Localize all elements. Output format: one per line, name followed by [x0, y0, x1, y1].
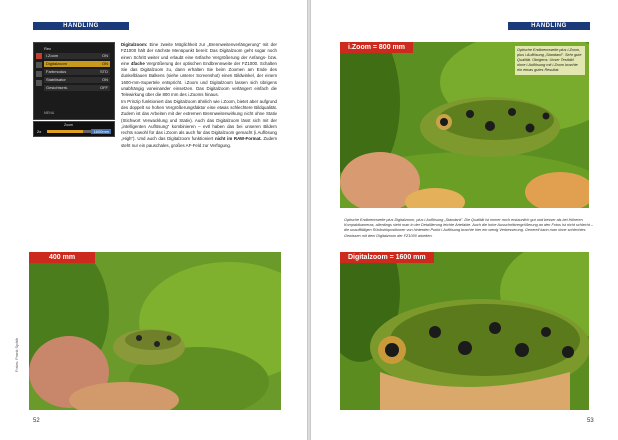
photo-tag-800mm: i.Zoom = 800 mm	[340, 42, 413, 53]
camera-menu-item: Digitalzoom ON	[46, 61, 108, 66]
body-text-4: Zudem steht nur ein pauschales, großes AF-Feld zur Verfügung.	[121, 136, 277, 148]
zoom-bar-label: Zoom	[64, 123, 73, 127]
body-text-3: Im Prinzip funktioniert das Digitalzoom ähnlich wie i.Zoom, bietet aber aufgrund des doppelt so hohen Vergrößerungsfaktor eine etwas schlechtere Bildqualität. Zudem ist das Arbeiten mit der extremen Brennweitenwirkung nicht ohne Stativ (Stichwort Verwacklung und Stativ). Auch das Digitalzoom lässt sich mit der „intelligenten Auflösung" kombinieren – evtl haben das bei unseren Bildern rechts sowohl für das i.Zoom als auch für das Digitalzoom gemacht (i.Auflösung „High"). Und auch das Digitalzoom funktioniert	[121, 98, 277, 142]
playback-icon	[36, 80, 42, 86]
frog-photo-400mm	[29, 252, 281, 410]
right-page	[311, 0, 618, 440]
zoom-bar-high: 1600mm	[93, 129, 109, 134]
body-lead-2: 4fache	[130, 60, 145, 66]
wrench-icon	[36, 71, 42, 77]
frog-photo-1600mm	[340, 252, 589, 410]
camera-menu-item: i.Zoom ON	[46, 53, 108, 58]
body-lead-1: Digitalzoom:	[121, 42, 148, 47]
photo-tag-1600mm: Digitalzoom = 1600 mm	[340, 252, 434, 263]
left-page	[0, 0, 307, 440]
camera-menu-title: Rec	[44, 46, 52, 51]
camera-menu-footer: MENU	[44, 111, 55, 115]
camera-icon	[36, 53, 42, 59]
zoom-bar-screenshot	[33, 121, 115, 137]
right-caption: Optische Endbrennweite plus Digitalzoom, plus i.Auflösung „Standard". Die Qualität ist immer noch erstaunlich gut und besser als bei früheren Kompaktkameras, allerdings sieht man in der Detaillierung leichte Artefakte. Auch die hohe Ausschnittvergrößerung an den Fotos ist nicht schlecht – die unauffälligen Rückwirkpositionen von hinterden Punkt i.Auflösung brachte hier ein wenig Verbesserung. Generell kann man ohne schlechtes Gewissen mit dem Digitalzoom der FZ1000 arbeiten.	[344, 218, 594, 238]
photo-tag-400mm: 400 mm	[29, 252, 95, 263]
right-page-number: 53	[587, 418, 594, 424]
right-page-header: HANDLING	[508, 22, 590, 30]
video-icon	[36, 62, 42, 68]
body-lead-4: nicht im RAW-Format.	[214, 136, 262, 142]
body-text-1: Eine zweite Möglichkeit zur „Brennweitenverlängerung" mit der FZ1000 hält der nächste Menüpunkt bereit: Das Digitalzoom geht sogar noch einen Schritt weiter und erlaubt eine 64fache Vergrößerung der Anfangs- bzw. eine	[121, 42, 277, 66]
body-text	[121, 42, 277, 149]
zoom-bar-low: 2x	[37, 129, 42, 134]
body-text-2: Vergrößerung der optischen Endbrennweite der FZ1000. Schalten Sie das Digitalzoom zu, dann erhalten Sie beim Zoomen am Ende des dunkelblauen Balkens (siehe unterer Screenshot) einen Bildwinkel, der einem 1600-mm-Supertele entspricht. i.Zoom und Digitalzoom lassen sich übrigens unabhängig voneinander einsetzen. Das Digitalzoom verlängert einfach die Telewirkung über die 800 mm des i.Zooms hinaus.	[121, 60, 277, 98]
frog-photo-400mm-image	[29, 252, 281, 410]
left-page-number: 52	[33, 418, 40, 424]
left-page-header: HANDLING	[33, 22, 129, 30]
camera-menu-item: Stabilisator ON	[46, 77, 108, 82]
camera-menu-item: Farbmodus STD	[46, 69, 108, 74]
camera-menu-screenshot	[33, 42, 115, 120]
photo-credit: Fotos: Frank Späth	[14, 337, 19, 372]
camera-menu-item: Gesichtserk. OFF	[46, 85, 108, 90]
frog-photo-1600mm-image	[340, 252, 589, 410]
zoom-fill	[47, 130, 83, 133]
frog-photo-800mm	[340, 42, 589, 208]
photo-800mm-caption: Optische Endbrennweite plus i.Zoom, plus i.Auflösung „Standard". Sehr gute Qualität. Übrigens: Unser Testbild ohne i.Auflösung mit i.Zoom brachte ein etwas gutes Resultat.	[515, 46, 585, 75]
